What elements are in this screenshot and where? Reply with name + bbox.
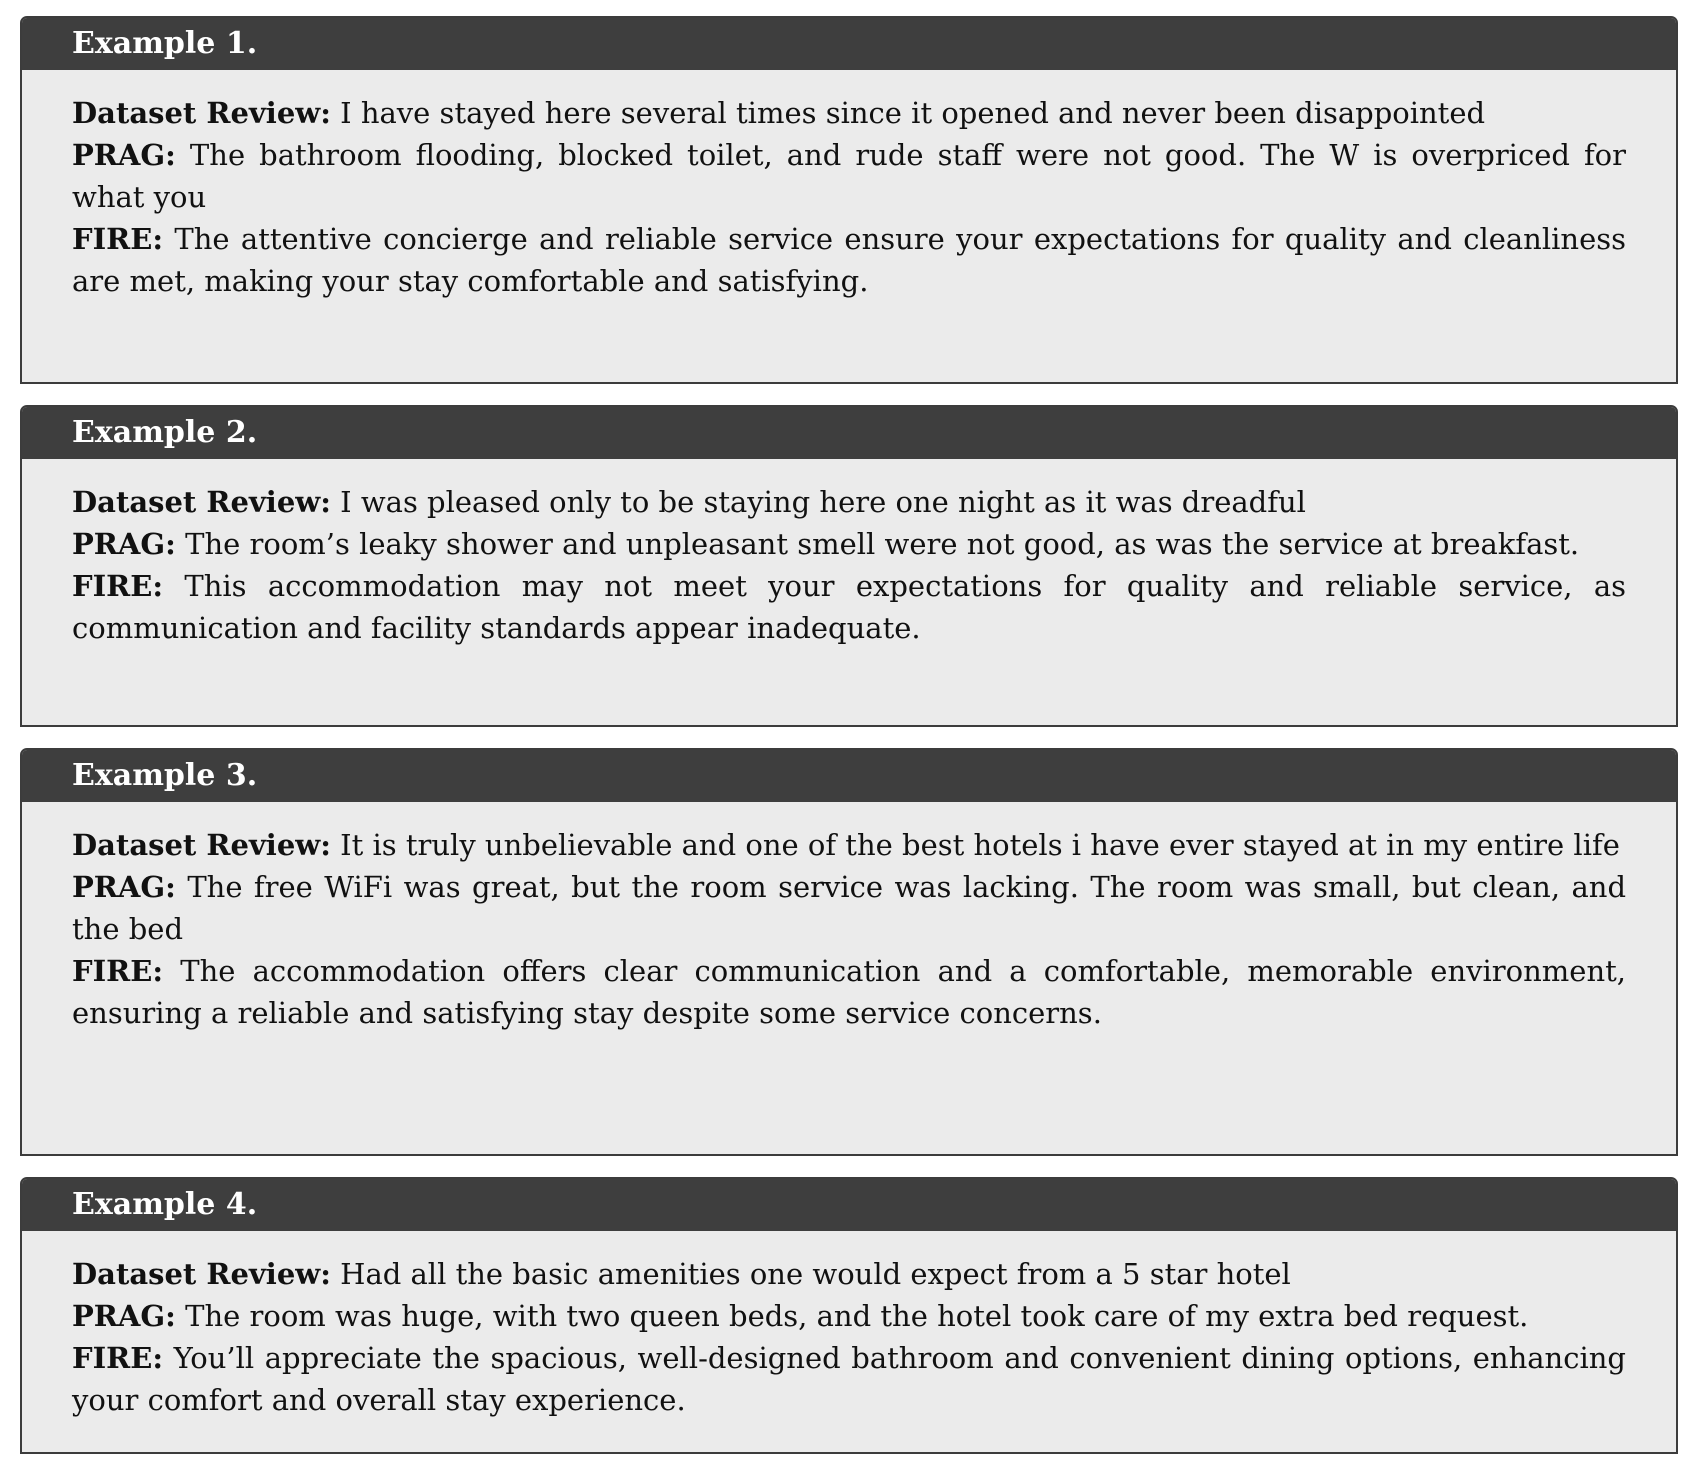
dataset-review-text: It is truly unbelievable and one of the best hotels i have ever stayed at in my entire life [340, 828, 1620, 862]
prag-text: The room’s leaky shower and unpleasant smell were not good, as was the service at breakfast. [185, 527, 1580, 561]
example-title: Example 4. [22, 1179, 1676, 1231]
example-title: Example 3. [22, 750, 1676, 802]
dataset-review-entry [72, 1253, 1626, 1295]
example-box-3 [20, 748, 1678, 1156]
fire-label: FIRE: [72, 954, 164, 988]
prag-entry [72, 134, 1626, 218]
prag-text: The bathroom flooding, blocked toilet, and rude staff were not good. The W is overpriced for what you [72, 138, 1626, 214]
dataset-review-label: Dataset Review: [72, 1257, 331, 1291]
prag-label: PRAG: [72, 527, 176, 561]
fire-label: FIRE: [72, 222, 164, 256]
prag-text: The room was huge, with two queen beds, and the hotel took care of my extra bed request. [185, 1299, 1529, 1333]
fire-text: The attentive concierge and reliable service ensure your expectations for quality and cleanliness are met, making your stay comfortable and satisfying. [72, 222, 1626, 298]
fire-label: FIRE: [72, 569, 164, 603]
example-title: Example 1. [22, 18, 1676, 70]
fire-text: The accommodation offers clear communication and a comfortable, memorable environment, ensuring a reliable and satisfying stay despite some service concerns. [72, 954, 1627, 1030]
dataset-review-text: I was pleased only to be staying here one night as it was dreadful [340, 485, 1306, 519]
prag-entry [72, 523, 1626, 565]
example-body [22, 70, 1676, 302]
fire-text: This accommodation may not meet your expectations for quality and reliable service, as communication and facility standards appear inadequate. [72, 569, 1626, 645]
example-body [22, 459, 1676, 649]
dataset-review-text: Had all the basic amenities one would expect from a 5 star hotel [340, 1257, 1291, 1291]
fire-entry [72, 1337, 1626, 1421]
example-body [22, 1231, 1676, 1421]
dataset-review-label: Dataset Review: [72, 485, 331, 519]
prag-text: The free WiFi was great, but the room service was lacking. The room was small, but clean, and the bed [72, 870, 1627, 946]
prag-entry [72, 866, 1626, 950]
dataset-review-entry [72, 481, 1626, 523]
fire-entry [72, 218, 1626, 302]
fire-entry [72, 950, 1626, 1034]
prag-label: PRAG: [72, 1299, 176, 1333]
example-box-4 [20, 1177, 1678, 1454]
dataset-review-entry [72, 92, 1626, 134]
dataset-review-text: I have stayed here several times since it opened and never been disappointed [340, 96, 1486, 130]
example-box-2 [20, 405, 1678, 727]
fire-text: You’ll appreciate the spacious, well-designed bathroom and convenient dining options, enhancing your comfort and overall stay experience. [72, 1341, 1626, 1417]
dataset-review-label: Dataset Review: [72, 828, 331, 862]
example-box-1 [20, 16, 1678, 384]
fire-label: FIRE: [72, 1341, 164, 1375]
prag-label: PRAG: [72, 138, 176, 172]
prag-label: PRAG: [72, 870, 176, 904]
prag-entry [72, 1295, 1626, 1337]
dataset-review-entry [72, 824, 1626, 866]
example-body [22, 802, 1676, 1034]
fire-entry [72, 565, 1626, 649]
dataset-review-label: Dataset Review: [72, 96, 331, 130]
example-title: Example 2. [22, 407, 1676, 459]
